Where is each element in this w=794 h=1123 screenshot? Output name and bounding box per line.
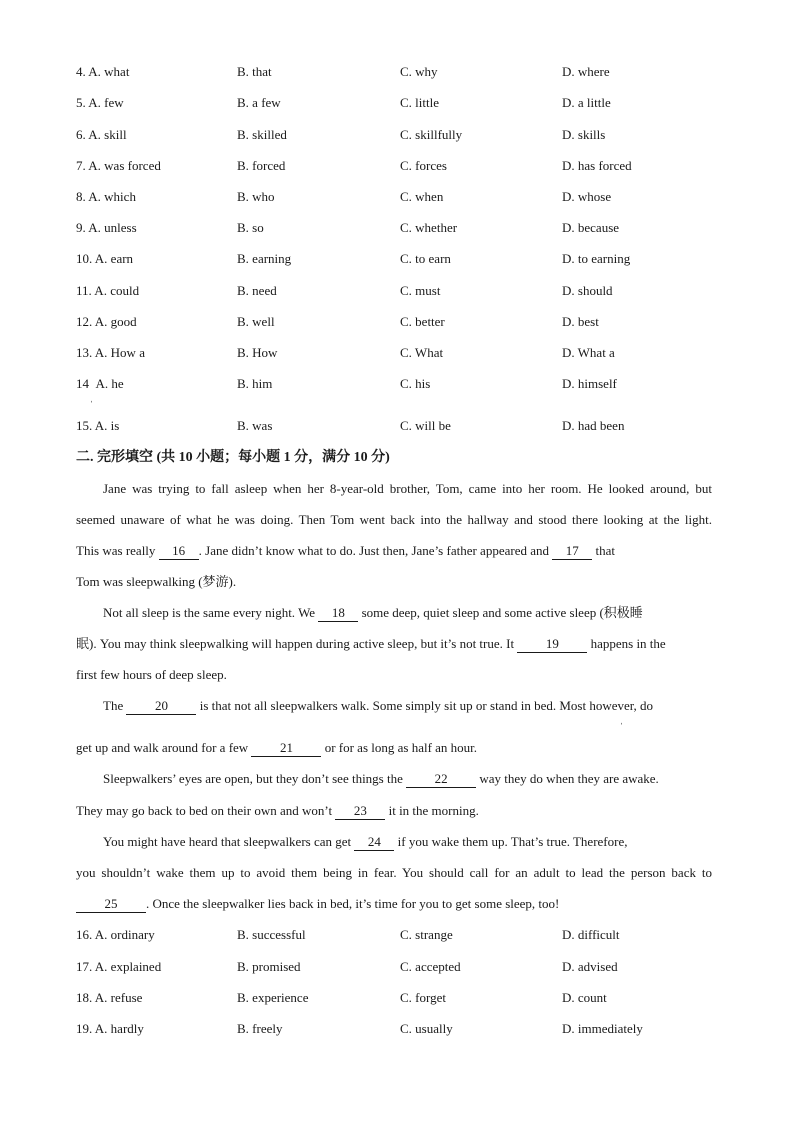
option-d: D. had been	[562, 418, 625, 433]
option-c: C. little	[400, 95, 439, 110]
option-c: C. What	[400, 345, 444, 360]
blank-17[interactable]: 17	[552, 543, 592, 560]
option-row-4	[0, 62, 794, 82]
passage-line: Sleepwalkers’ eyes are open, but they don’t see things the 22 way they do when they are awake.	[103, 771, 659, 786]
blank-21[interactable]: 21	[251, 740, 321, 757]
option-b: B. was	[237, 418, 273, 433]
passage-line: 眠). You may think sleepwalking will happen during active sleep, but it’s not true. It 19 happens in the	[76, 636, 666, 651]
option-b: B. experience	[237, 990, 309, 1005]
stray-mark: ˌ	[90, 392, 94, 403]
option-a: 12. A. good	[76, 314, 137, 329]
option-b: B. a few	[237, 95, 281, 110]
option-row-9	[0, 218, 794, 238]
option-c: C. strange	[400, 927, 453, 942]
option-a: 15. A. is	[76, 418, 120, 433]
option-c: C. will be	[400, 418, 451, 433]
passage-line: get up and walk around for a few 21 or for as long as half an hour.	[76, 740, 478, 755]
passage-line: This was really 16 . Jane didn’t know what to do. Just then, Jane’s father appeared and 17 that	[76, 543, 615, 558]
option-b: B. need	[237, 283, 277, 298]
blank-18[interactable]: 18	[318, 605, 358, 622]
option-row-15	[0, 416, 794, 436]
option-d: D. skills	[562, 127, 606, 142]
option-c: C. his	[400, 376, 431, 391]
option-d: D. because	[562, 220, 620, 235]
option-c: C. whether	[400, 220, 458, 235]
option-row-19	[0, 1019, 794, 1039]
blank-22[interactable]: 22	[406, 771, 476, 788]
blank-19[interactable]: 19	[517, 636, 587, 653]
section-heading: 二. 完形填空 (共 10 小题；每小题 1 分，满分 10 分)	[76, 450, 390, 465]
blank-24[interactable]: 24	[354, 834, 394, 851]
passage-line: first few hours of deep sleep.	[76, 667, 227, 682]
option-d: D. best	[562, 314, 599, 329]
option-c: C. forces	[400, 158, 447, 173]
blank-16[interactable]: 16	[159, 543, 199, 560]
option-row-14	[0, 374, 794, 394]
option-row-12	[0, 312, 794, 332]
option-c: C. why	[400, 64, 438, 79]
option-d: D. difficult	[562, 927, 620, 942]
option-a: 7. A. was forced	[76, 158, 161, 173]
option-b: B. him	[237, 376, 273, 391]
option-d: D. count	[562, 990, 607, 1005]
passage-line: seemed unaware of what he was doing. Then Tom went back into the hallway and stood there looking at the light.	[76, 512, 712, 527]
option-a: 16. A. ordinary	[76, 927, 155, 942]
option-row-16	[0, 925, 794, 945]
option-a: 10. A. earn	[76, 251, 134, 266]
option-row-17	[0, 957, 794, 977]
passage-line: The 20 is that not all sleepwalkers walk. Some simply sit up or stand in bed. Most however, do	[103, 698, 654, 713]
option-b: B. successful	[237, 927, 306, 942]
passage-line: Jane was trying to fall asleep when her 8-year-old brother, Tom, came into her room. He looked around, but	[103, 481, 712, 496]
option-c: C. must	[400, 283, 441, 298]
option-b: B. who	[237, 189, 275, 204]
option-a: 9. A. unless	[76, 220, 137, 235]
option-c: C. when	[400, 189, 444, 204]
option-b: B. How	[237, 345, 278, 360]
option-a: 11. A. could	[76, 283, 140, 298]
option-a: 6. A. skill	[76, 127, 127, 142]
passage-line: 25 . Once the sleepwalker lies back in bed, it’s time for you to get some sleep, too!	[76, 894, 712, 914]
option-row-10	[0, 249, 794, 269]
option-d: D. has forced	[562, 158, 632, 173]
option-d: D. What a	[562, 345, 615, 360]
option-b: B. forced	[237, 158, 286, 173]
stray-mark: ˌ	[620, 714, 624, 725]
option-b: B. promised	[237, 959, 301, 974]
option-row-7	[0, 156, 794, 176]
option-a: 4. A. what	[76, 64, 130, 79]
passage-line: They may go back to bed on their own and won’t 23 it in the morning.	[76, 803, 479, 818]
option-row-11	[0, 281, 794, 301]
blank-23[interactable]: 23	[335, 803, 385, 820]
option-d: D. should	[562, 283, 613, 298]
option-a: 18. A. refuse	[76, 990, 143, 1005]
option-d: D. to earning	[562, 251, 631, 266]
option-b: B. well	[237, 314, 275, 329]
option-a: 13. A. How a	[76, 345, 145, 360]
option-d: D. a little	[562, 95, 611, 110]
option-a: 17. A. explained	[76, 959, 162, 974]
option-c: C. skillfully	[400, 127, 463, 142]
option-b: B. that	[237, 64, 272, 79]
option-b: B. freely	[237, 1021, 283, 1036]
option-row-13	[0, 343, 794, 363]
option-row-18	[0, 988, 794, 1008]
blank-25[interactable]: 25	[76, 896, 146, 913]
option-d: D. himself	[562, 376, 617, 391]
option-row-5	[0, 93, 794, 113]
option-c: C. accepted	[400, 959, 461, 974]
option-b: B. skilled	[237, 127, 287, 142]
option-d: D. where	[562, 64, 610, 79]
option-d: D. advised	[562, 959, 618, 974]
option-c: C. forget	[400, 990, 446, 1005]
passage-line: You might have heard that sleepwalkers can get 24 if you wake them up. That’s true. Therefore,	[103, 834, 628, 849]
option-d: D. whose	[562, 189, 612, 204]
option-b: B. earning	[237, 251, 292, 266]
passage-line: Tom was sleepwalking (梦游).	[76, 574, 237, 589]
option-a: 5. A. few	[76, 95, 124, 110]
option-c: C. better	[400, 314, 445, 329]
passage-line: you shouldn’t wake them up to avoid them being in fear. You should call for an adult to lead the person back to	[76, 865, 712, 880]
blank-20[interactable]: 20	[126, 698, 196, 715]
passage-line: Not all sleep is the same every night. We 18 some deep, quiet sleep and some active sleep (积极睡	[103, 605, 643, 620]
option-c: C. usually	[400, 1021, 453, 1036]
option-c: C. to earn	[400, 251, 451, 266]
option-b: B. so	[237, 220, 264, 235]
option-d: D. immediately	[562, 1021, 643, 1036]
option-a: 8. A. which	[76, 189, 136, 204]
option-row-6	[0, 125, 794, 145]
option-a: 14 A. he	[76, 376, 124, 391]
option-row-8	[0, 187, 794, 207]
option-a: 19. A. hardly	[76, 1021, 144, 1036]
